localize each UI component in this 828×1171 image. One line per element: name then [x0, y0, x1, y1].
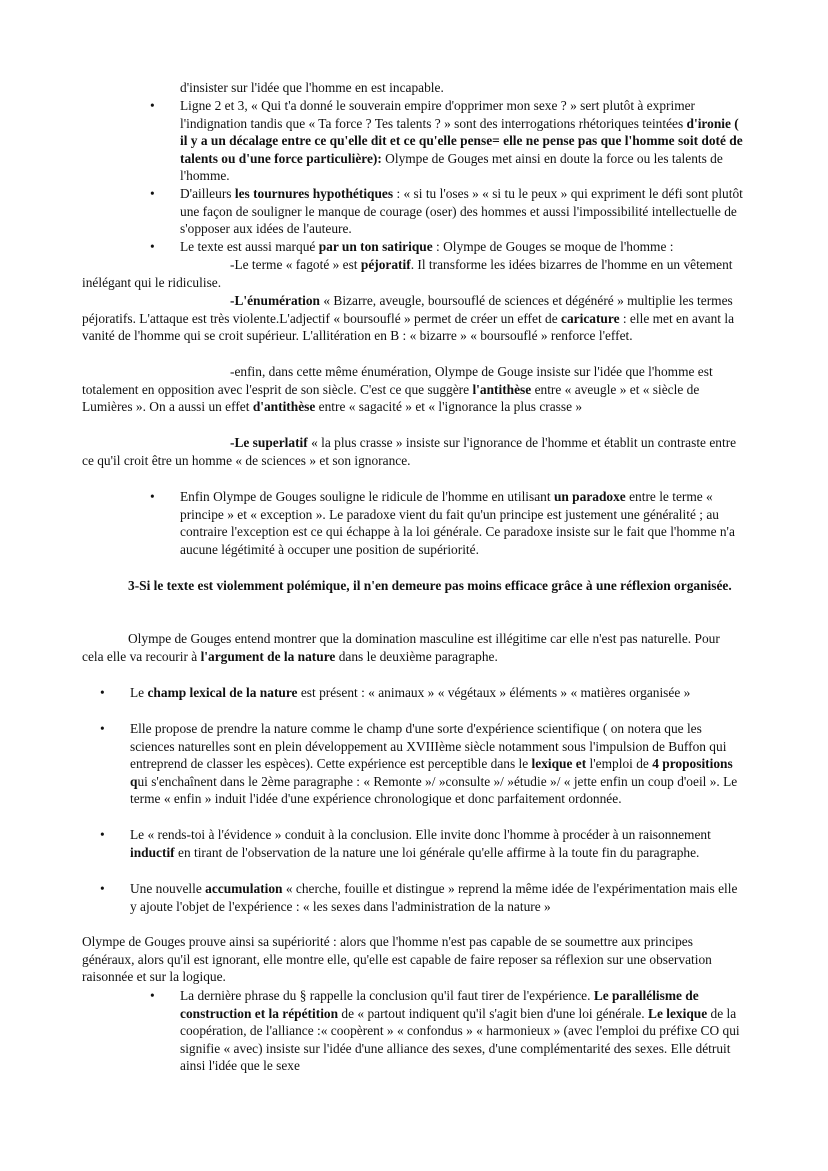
sub-point-enumeration: -L'énumération « Bizarre, aveugle, boursouflé de sciences et dégénéré » multiplie les termes péjoratifs. L'attaque est très violente.L'adjectif « boursouflé » permet de créer un effet de caricature : elle met en avant la vanité de l'homme qui se croit supérieur. L'allitération en B : « bizarre » « boursouflé » renforce l'effet. [82, 293, 735, 344]
bullet-hypothetical-turns: • D'ailleurs les tournures hypothétiques : « si tu l'oses » « si tu le peux » qui expriment le défi sont plutôt une façon de souligner le manque de courage (oser) des hommes et aussi l'impossibilité intellectuelle de s'opposer aux idées de l'auteure. [150, 186, 743, 237]
bullet-icon: • [150, 98, 155, 113]
bullet-parallelism: • La dernière phrase du § rappelle la conclusion qu'il faut tirer de l'expérience. Le parallélisme de construction et la répétition de « partout indiquent qu'il s'agit bien d'une loi générale. Le lexique de la coopération, de l'alliance :« coopèrent » « confondus » « harmonieux » (avec l'emploi du préfixe CO qui signifie « avec) insiste sur l'idée d'une alliance des sexes, d'une complémentarité des sexes. Elle détruit ainsi l'idée que le sexe [150, 988, 740, 1074]
paragraph-nature-argument: Olympe de Gouges entend montrer que la domination masculine est illégitime car elle n'est pas naturelle. Pour cela elle va recourir à l'argument de la nature dans le deuxième paragraphe. [82, 631, 720, 664]
bullet-icon: • [150, 239, 155, 254]
sub-point-antithesis: -enfin, dans cette même énumération, Olympe de Gouge insiste sur l'idée que l'homme est totalement en opposition avec l'esprit de son siècle. C'est ce que suggère l'antithèse entre « aveugle » et « siècle de Lumières ». On a aussi un effet d'antithèse entre « sagacité » et « l'ignorance la plus crasse » [82, 364, 713, 415]
bullet-lexical-field: • Le champ lexical de la nature est présent : « animaux » « végétaux » éléments » « matières organisée » [100, 685, 691, 700]
bullet-inductive-reasoning: • Le « rends-toi à l'évidence » conduit à la conclusion. Elle invite donc l'homme à procéder à un raisonnement inductif en tirant de l'observation de la nature une loi générale qu'elle affirme à la toute fin du paragraphe. [100, 827, 711, 860]
bullet-paradox: • Enfin Olympe de Gouges souligne le ridicule de l'homme en utilisant un paradoxe entre le terme « principe » et « exception ». Le paradoxe vient du fait qu'un principe est justement une généralité ; au contraire l'exception est ce qui échappe à la loi générale. Ce paradoxe insiste sur le fait que l'homme n'a aucune légétimité à occuper une position de supériorité. [150, 489, 735, 557]
sub-point-fagote: -Le terme « fagoté » est péjoratif. Il transforme les idées bizarres de l'homme en un vêtement inélégant qui le ridiculise. [82, 257, 733, 290]
paragraph-continuation: d'insister sur l'idée que l'homme en est incapable. [180, 80, 444, 95]
bullet-icon: • [100, 721, 105, 736]
bullet-icon: • [100, 685, 105, 700]
sub-point-superlative: -Le superlatif « la plus crasse » insiste sur l'ignorance de l'homme et établit un contraste entre ce qu'il croit être un homme « de sciences » et son ignorance. [82, 435, 737, 468]
bullet-icon: • [150, 489, 155, 504]
bullet-icon: • [150, 186, 155, 201]
bullet-rhetorical-questions: • Ligne 2 et 3, « Qui t'a donné le souverain empire d'opprimer mon sexe ? » sert plutôt à exprimer l'indignation tandis que « Ta force ? Tes talents ? » sont des interrogations rhétoriques teintées d'ironie ( il y a un décalage entre ce qu'elle dit et ce qu'elle pense= elle ne pense pas que l'homme soit doté de talents ou d'une force particulière): Olympe de Gouges met ainsi en doute la force ou les talents de l'homme. [150, 98, 743, 184]
bullet-satirical-tone: • Le texte est aussi marqué par un ton satirique : Olympe de Gouges se moque de l'homme : [150, 239, 674, 254]
bullet-icon: • [150, 988, 155, 1003]
bullet-accumulation: • Une nouvelle accumulation « cherche, fouille et distingue » reprend la même idée de l'expérimentation mais elle y ajoute l'objet de l'expérience : « les sexes dans l'administration de la nature » [100, 881, 738, 914]
bullet-icon: • [100, 827, 105, 842]
bullet-scientific-experience: • Elle propose de prendre la nature comme le champ d'une sorte d'expérience scientifique ( on notera que les sciences naturelles sont en plein développement au XVIIIème siècle notamment sous l'impulsion de Buffon qui entreprend de classer les espèces). Cette expérience est perceptible dans le lexique et l'emploi de 4 propositions qui s'enchaînent dans le 2ème paragraphe : « Remonte »/ »consulte »/ »étudie »/ « jette enfin un coup d'oeil ». Le terme « enfin » induit l'idée d'une expérience chronologique et donc parfaitement ordonnée. [100, 721, 738, 807]
section-heading-3: 3-Si le texte est violemment polémique, il n'en demeure pas moins efficace grâce à une réflexion organisée. [128, 578, 732, 593]
bullet-icon: • [100, 881, 105, 896]
paragraph-superiority: Olympe de Gouges prouve ainsi sa supériorité : alors que l'homme n'est pas capable de se soumettre aux principes généraux, alors qu'il est ignorant, elle montre elle, qu'elle est capable de faire reposer sa réflexion sur une observation raisonnée et sur la logique. [82, 934, 712, 985]
